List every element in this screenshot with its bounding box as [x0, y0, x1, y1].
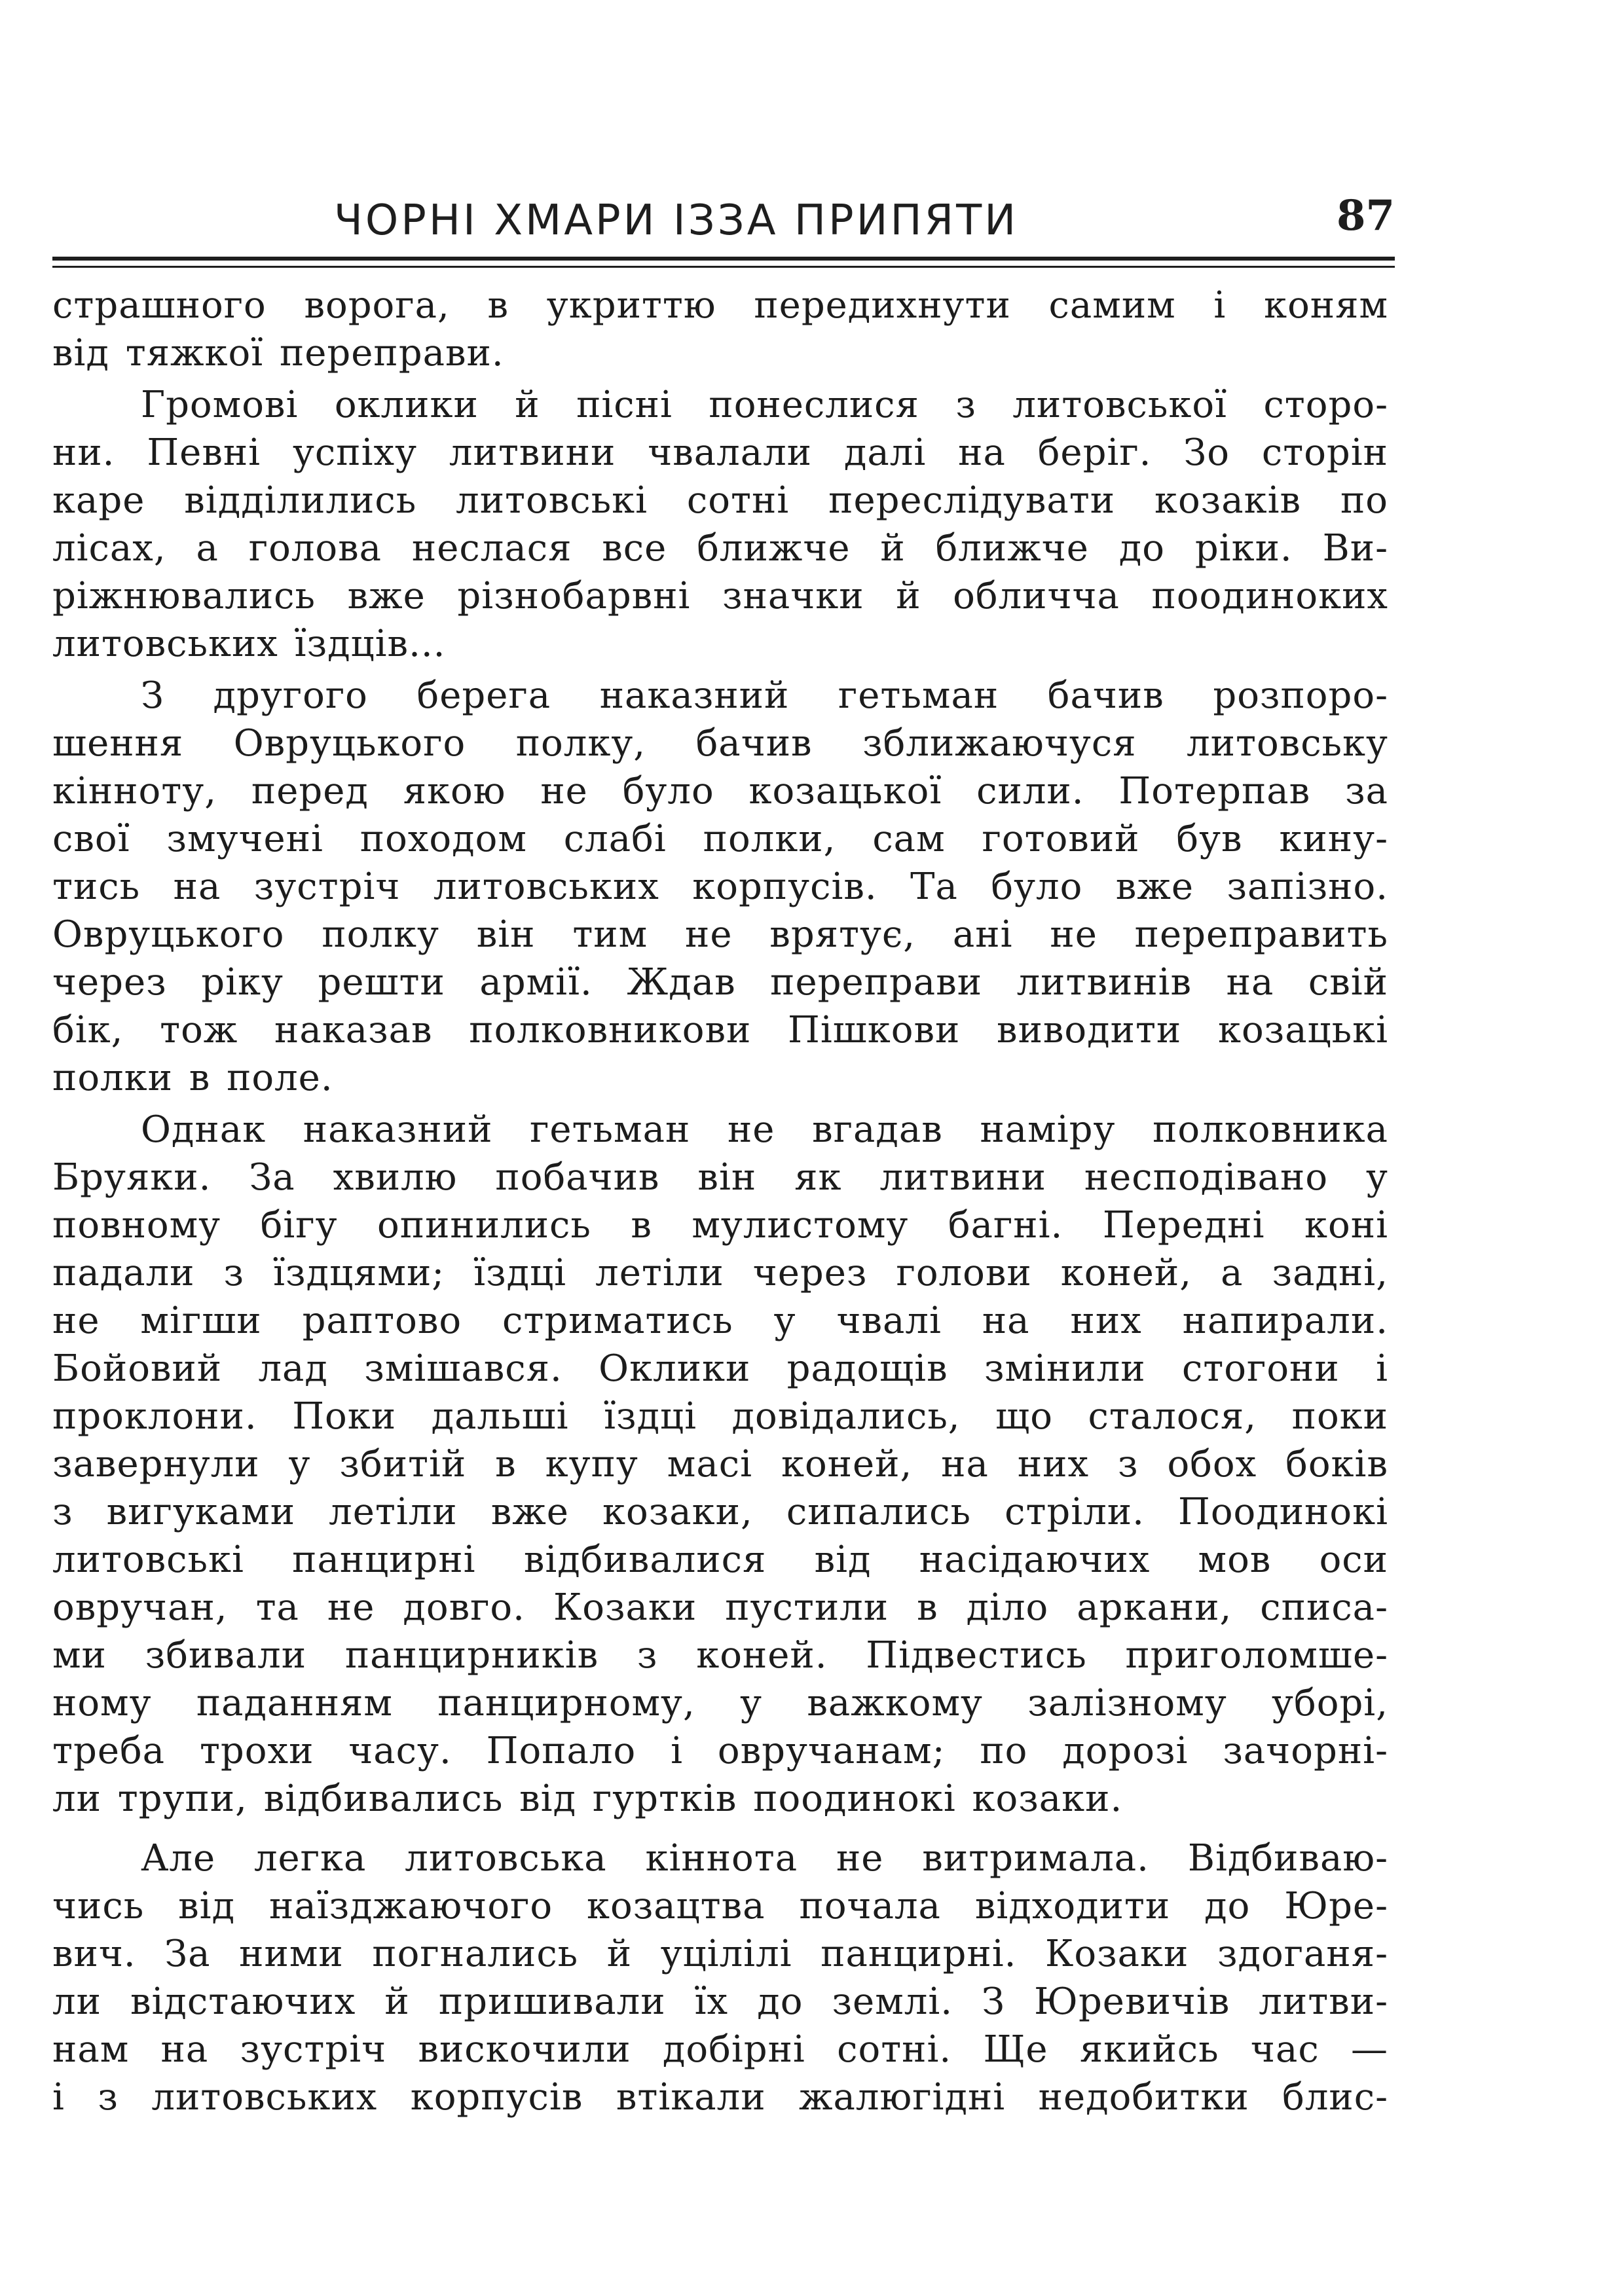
- text-line: ли відстаючих й пришивали їх до землі. З Юревичів литви-: [52, 1980, 1388, 2023]
- text-line: ному паданням панцирному, у важкому залізному уборі,: [52, 1682, 1388, 1724]
- text-line: полки в поле.: [52, 1057, 333, 1099]
- text-line: падали з їздцями; їздці летіли через голови коней, а задні,: [52, 1252, 1388, 1294]
- text-line: ли трупи, відбивались від гуртків поодинокі козаки.: [52, 1777, 1123, 1820]
- text-line: овручан, та не довго. Козаки пустили в діло аркани, списа-: [52, 1586, 1388, 1629]
- text-line: страшного ворога, в укриттю передихнути самим і коням: [52, 284, 1388, 327]
- text-line: нам на зустріч вискочили добірні сотні. Ще якийсь час —: [52, 2028, 1388, 2071]
- text-line: ми збивали панцирників з коней. Підвестись приголомше-: [52, 1634, 1388, 1677]
- paragraph: [52, 381, 1388, 668]
- text-line: і з литовських корпусів втікали жалюгідні недобитки блис-: [52, 2076, 1388, 2119]
- text-line: від тяжкої переправи.: [52, 332, 504, 374]
- text-line: чись від наїзджаючого козацтва почала відходити до Юре-: [52, 1885, 1388, 1927]
- body-text: [52, 282, 1388, 2121]
- page-number: 87: [1336, 191, 1395, 240]
- text-line: повному бігу опинились в мулистому багні. Передні коні: [52, 1204, 1388, 1247]
- text-line: литовські панцирні відбивалися від насідаючих мов оси: [52, 1539, 1388, 1581]
- text-line: ріжнювались вже різнобарвні значки й обличча поодиноких: [52, 575, 1388, 617]
- text-line: Овруцького полку він тим не врятує, ані не переправить: [52, 913, 1388, 956]
- text-line: Бойовий лад змішався. Оклики радощів змінили стогони і: [52, 1347, 1388, 1390]
- text-line: тись на зустріч литовських корпусів. Та було вже запізно.: [52, 866, 1388, 908]
- paragraph: [52, 282, 1388, 377]
- running-header: [52, 183, 1395, 249]
- paragraph: [52, 672, 1388, 1102]
- text-line: З другого берега наказний гетьман бачив розпоро-: [141, 674, 1388, 717]
- text-line: вич. За ними погнались й уцілілі панцирні. Козаки здоганя-: [52, 1933, 1388, 1975]
- text-line: з вигуками летіли вже козаки, сипались стріли. Поодинокі: [52, 1491, 1388, 1533]
- text-line: бік, тож наказав полковникови Пішкови виводити козацькі: [52, 1009, 1388, 1051]
- text-line: не мігши раптово стриматись у чвалі на них напирали.: [52, 1300, 1388, 1342]
- running-title: ЧОРНІ ХМАРИ ІЗЗА ПРИПЯТИ: [334, 196, 1019, 245]
- text-line: проклони. Поки дальші їздці довідались, що сталося, поки: [52, 1395, 1388, 1438]
- text-line: свої змучені походом слабі полки, сам готовий був кину-: [52, 818, 1388, 860]
- header-rule-thin: [52, 266, 1395, 268]
- text-line: Громові оклики й пісні понеслися з литовської сторо-: [141, 384, 1388, 426]
- header-rule-thick: [52, 257, 1395, 261]
- text-line: завернули у збитій в купу масі коней, на них з обох боків: [52, 1443, 1388, 1485]
- text-line: Бруяки. За хвилю побачив він як литвини несподівано у: [52, 1156, 1388, 1199]
- text-line: лісах, а голова неслася все ближче й ближче до ріки. Ви-: [52, 527, 1388, 570]
- text-line: Але легка литовська кіннота не витримала. Відбиваю-: [141, 1837, 1388, 1880]
- paragraph: [52, 1834, 1388, 2121]
- text-line: Однак наказний гетьман не вгадав наміру полковника: [141, 1108, 1388, 1151]
- text-line: шення Овруцького полку, бачив зближаючуся литовську: [52, 722, 1388, 765]
- text-line: кінноту, перед якою не було козацької сили. Потерпав за: [52, 770, 1388, 812]
- text-line: ни. Певні успіху литвини чвалали далі на беріг. Зо сторін: [52, 431, 1388, 474]
- text-line: литовських їздців...: [52, 623, 446, 665]
- text-line: треба трохи часу. Попало і овручанам; по дорозі зачорні-: [52, 1730, 1388, 1772]
- text-line: каре відділились литовські сотні переслідувати козаків по: [52, 479, 1388, 522]
- text-line: через ріку решти армії. Ждав переправи литвинів на свій: [52, 961, 1388, 1004]
- paragraph: [52, 1106, 1388, 1823]
